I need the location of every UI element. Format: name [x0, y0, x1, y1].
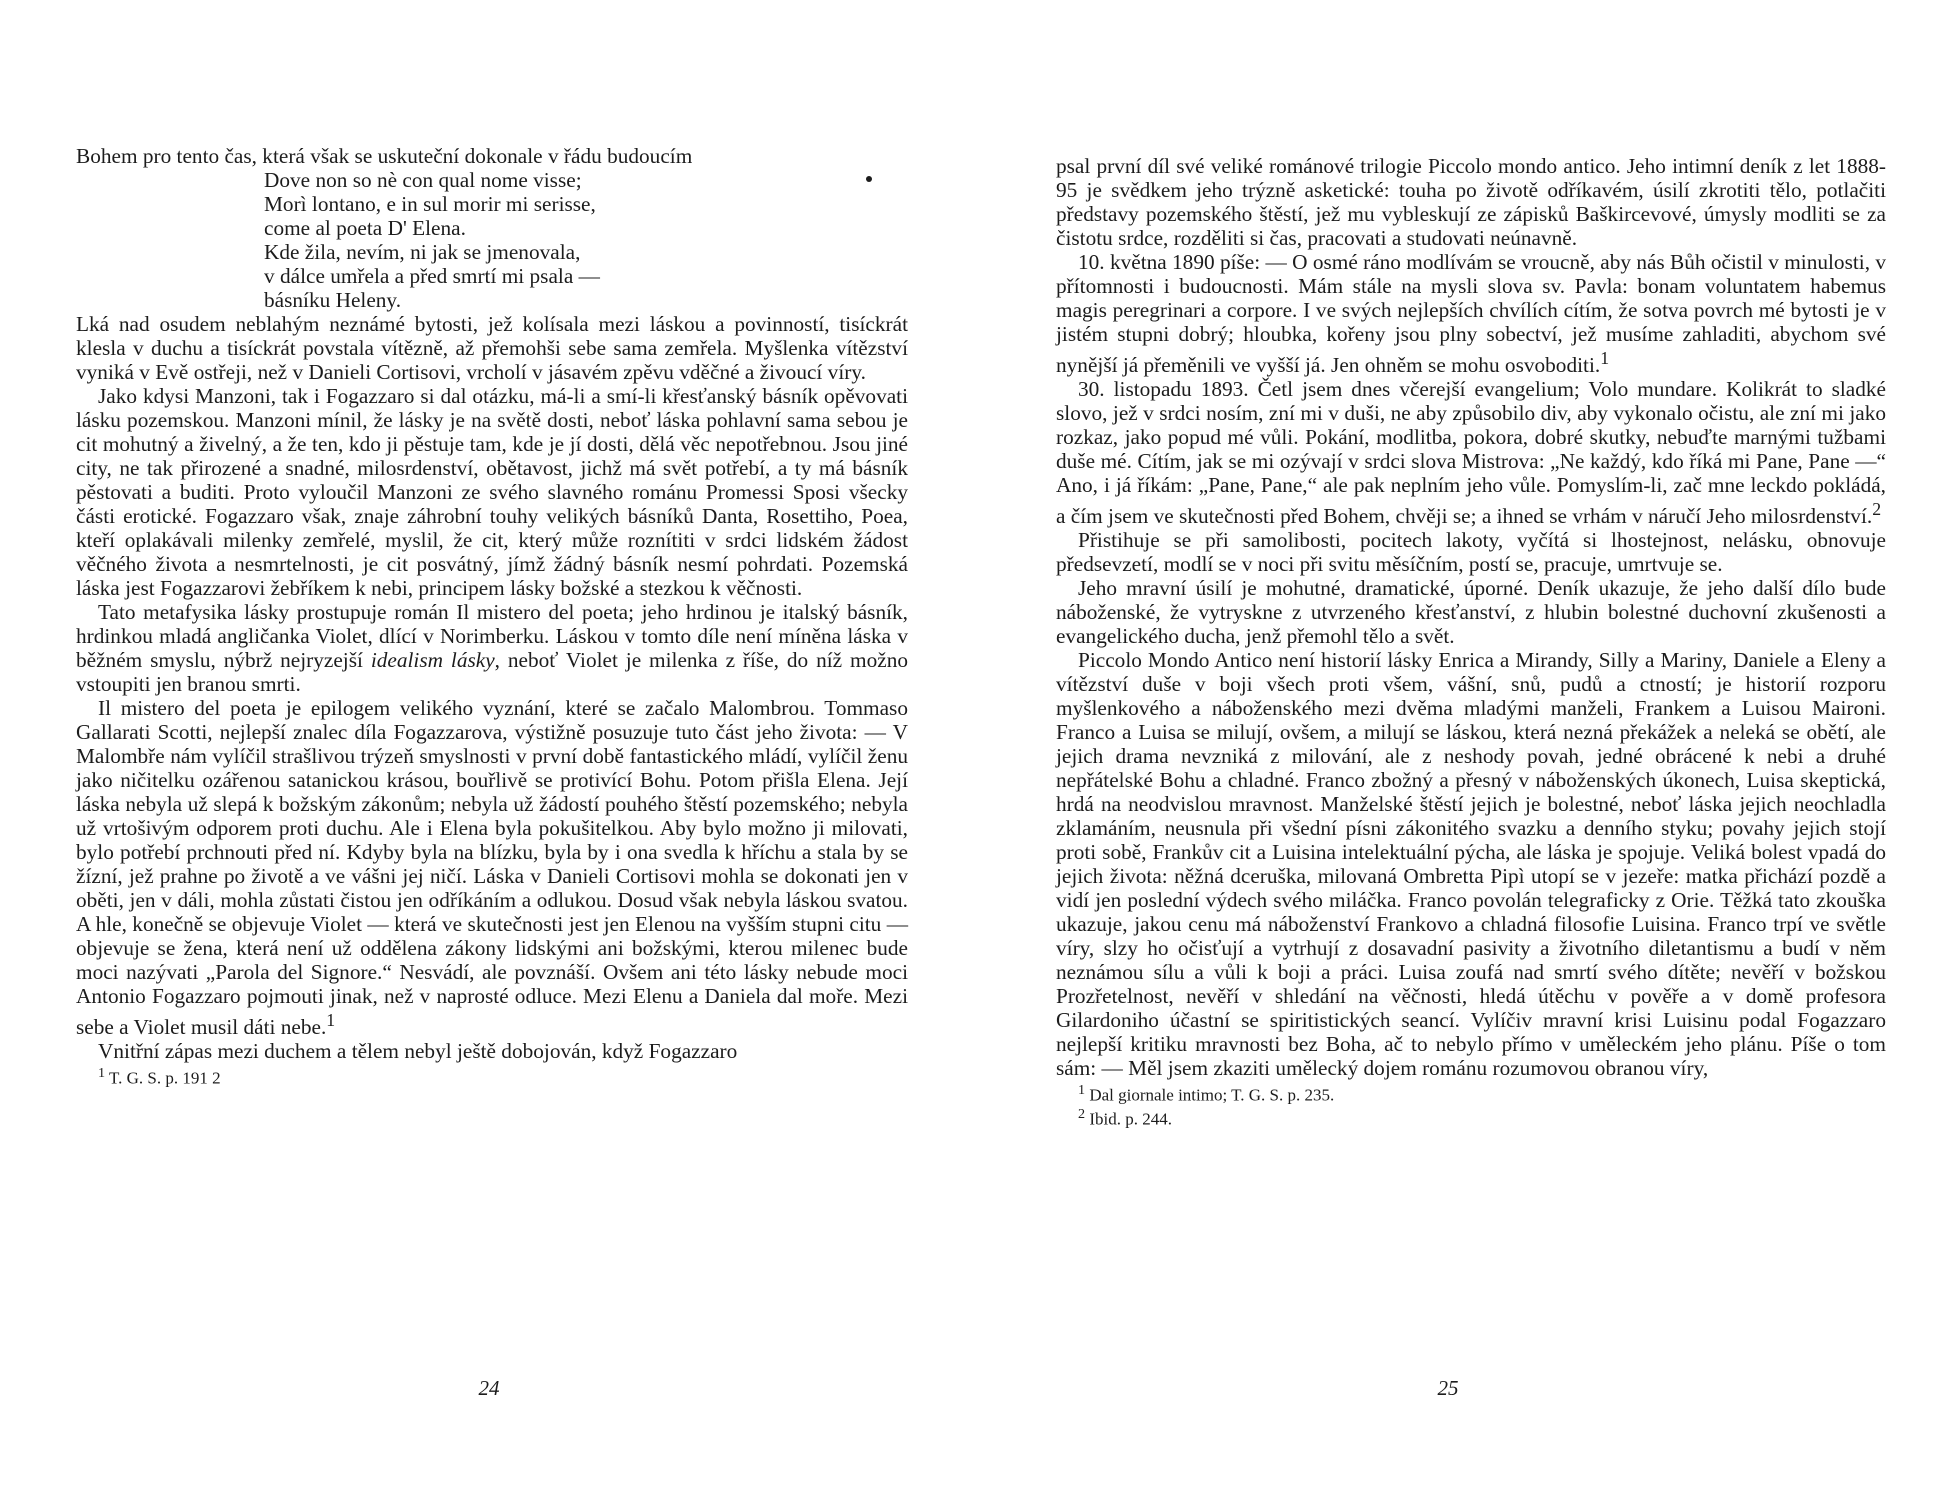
footnote-mark: 1: [1078, 1082, 1086, 1099]
footnote-text: Ibid. p. 244.: [1089, 1109, 1172, 1129]
poem-line: básníku Heleny.: [264, 288, 402, 312]
footnote: [76, 1064, 908, 1088]
poem-line: v dálce umřela a před smrtí mi psala —: [264, 264, 600, 288]
footnote-text: T. G. S. p. 191 2: [109, 1068, 221, 1088]
paragraph: psal první díl své veliké románové trilogie Piccolo mondo antico. Jeho intimní deník z let 1888-95 je svědkem jeho trýzně asketické: touha po životě odříkavém, úsilí zkrotiti tělo, potlačiti představy pozemského štěstí, jež mu vybleskují ze zápisků Baškircevové, úmysly modliti se za čistotu srdce, rozděliti si čas, pracovati a studovati neúnavně.: [1056, 154, 1886, 250]
footnotes: [76, 1064, 908, 1088]
footnote-mark: 1: [98, 1065, 106, 1082]
paragraph: [1056, 250, 1886, 377]
paragraph-text: Tato metafysika lásky prostupuje román Il mistero del poeta; jeho hrdinou je italský básník, hrdinkou mladá angličanka Violet, dlící v Norimberku. Láskou v tomto díle není míněna láska v běžném smyslu, nýbrž nejryzejší: [76, 600, 908, 672]
paragraph: Jeho mravní úsilí je mohutné, dramatické, úporné. Deník ukazuje, že jeho další dílo bude náboženské, že vytryskne z utvrzeného křesťanství, z hlubin bolestné duchovní zkušenosti a evangelického ducha, jenž přemohl tělo a svět.: [1056, 576, 1886, 649]
opening-line: Bohem pro tento čas, která však se uskuteční dokonale v řádu budoucím: [76, 144, 693, 168]
poem-quote: [264, 168, 908, 312]
right-page-text: [1056, 154, 1886, 1129]
paragraph: [1056, 377, 1886, 528]
footnote: [1056, 1081, 1886, 1105]
paragraph-text: 10. května 1890 píše: — O osmé ráno modlívám se vroucně, aby nás Bůh očistil v minulosti, v přítomnosti i budoucnosti. Mám stále na mysli slova sv. Pavla: bonam voluntatem habemus magis peregrinari a corpore. I ve svých nejlepších chvílích cítím, že sotva povrch mé bytosti je v jistém stupni dobrý; hloubka, kořeny jsou plny sobectví, jež musíme zahladiti, abychom své nynější já přeměnili ve vyšší já. Jen ohněm se mohu osvoboditi.: [1056, 250, 1886, 378]
paragraph-text: , neboť Violet je milenka z říše, do níž možno vstoupiti jen branou smrti.: [76, 648, 908, 696]
paragraph: Vnitřní zápas mezi duchem a tělem nebyl ještě dobojován, když Fogazzaro: [98, 1039, 738, 1064]
paragraph: [76, 600, 908, 696]
right-page: [974, 0, 1948, 1500]
poem-line: Dove non so nè con qual nome visse;: [264, 168, 582, 192]
footnote-text: Dal giornale intimo; T. G. S. p. 235.: [1089, 1085, 1335, 1105]
paragraph-text: 30. listopadu 1893. Četl jsem dnes včerejší evangelium; Volo mundare. Kolikrát to sladké slovo, jež v srdci nosím, zní mi v duši, ne aby způsobilo div, aby vykonalo očistu, ale zní mi jako rozkaz, jako popud mé vůli. Pokání, modlitba, pokora, dobré skutky, nebuďte marnými tužbami duše mé. Cítím, jak se mi ozývají v srdci slova Mistrova: „Ne každý, kdo říká mi Pane, Pane —“ Ano, i já říkám: „Pane, Pane,“ ale pak neplním jeho vůle. Pomyslím-li, zač mne leckdo pokládá, a čím jsem ve skutečnosti před Bohem, chvěji se; a ihned se vrhám v náručí Jeho milosrdenství.: [1056, 377, 1886, 529]
footnote-reference: 2: [1872, 499, 1882, 520]
footnote-mark: 2: [1078, 1105, 1086, 1122]
paragraph: Lká nad osudem neblahým neznámé bytosti, jež kolísala mezi láskou a povinností, tisíckrát klesla v duchu a tisíckrát povstala vítězně, až přemohši sebe sama zemřela. Myšlenka vítězství vyniká v Evě ostřeji, než v Danieli Cortisovi, vrcholí v jásavém zpěvu vděčné a živoucí víry.: [76, 312, 908, 384]
paragraph: Piccolo Mondo Antico není historií lásky Enrica a Mirandy, Silly a Mariny, Daniele a Eleny a vítězství duše v boji všech proti všem, vášní, snů, pudů a ctností; je historií rozporu myšlenkového a náboženského mezi dvěma mladými manželi, Frankem a Luisou Maironi. Franco a Luisa se milují, ovšem, a milují se láskou, která nezná překážek a neleká se obětí, ale jejich drama nevzniká z milování, ale z neshody povah, jedné obrácené k nebi a druhé nepřátelské Bohu a chladné. Franco zbožný a přesný v náboženských úkonech, Luisa skeptická, hrdá na neodvislou mravnost. Manželské štěstí jejich je bolestné, neboť láska jejich neochladla zklamáním, neusnula při všední písni zákonitého svazku a denního styku; povahy jejich stojí proti sobě, Frankův cit a Luisina intelektuální pýcha, ale láska je spojuje. Veliká bolest vpadá do jejich života: něžná dceruška, milovaná Ombretta Pipì utopí se v jezeře: matka přichází pozdě a vidí jen poslední výdech svého miláčka. Franco povolán telegraficky z Orie. Těžká tato zkouška ukazuje, jakou cenu má náboženství Frankovo a chladná filosofie Luisina. Franco trpí ve světle víry, slzy ho očisťují a vytrhují z dosavadní pasivity a životního diletantismu a budí v něm neznámou sílu a vůli k boji a práci. Luisa zoufá nad smrtí svého dítěte; nevěří v božskou Prozřetelnost, nevěří v shledání na věčnosti, hledá útěchu v pověře a v domě profesora Gilardoniho účastní se spiritistických seancí. Vylíčiv mravní krisi Luisinu podal Fogazzaro nejlepší kritiku mravnosti bez Boha, ač to nebylo přímo v uměleckém jeho plánu. Píše o tom sám: — Měl jsem zkaziti umělecký dojem románu rozumovou obranou víry,: [1056, 648, 1886, 1081]
left-page-text: [76, 144, 908, 1088]
footnotes: [1056, 1081, 1886, 1128]
poem-line: Kde žila, nevím, ni jak se jmenovala,: [264, 240, 581, 264]
page-number: 24: [478, 1376, 500, 1400]
poem-line: come al poeta D' Elena.: [264, 216, 466, 240]
paragraph: Přistihuje se při samolibosti, pocitech lakoty, vyčítá si lhostejnost, nelásku, obnovuje předsevzetí, modlí se v noci při svitu měsíčním, postí se, pracuje, umrtvuje se.: [1056, 528, 1886, 577]
footnote-reference: 1: [1600, 348, 1610, 368]
footnote-reference: 1: [326, 1010, 336, 1030]
paragraph: [76, 696, 908, 1039]
page-number: 25: [1437, 1376, 1459, 1400]
emphasis: idealism lásky: [370, 648, 495, 672]
poem-line: Morì lontano, e in sul morir mi serisse,: [264, 192, 596, 216]
paragraph-text: Il mistero del poeta je epilogem velikého vyznání, které se začalo Malombrou. Tommaso Gallarati Scotti, nejlepší znalec díla Fogazzarova, výstižně posuzuje tuto část jeho života: — V Malombře nám vylíčil strašlivou trýzeň smyslnosti v první době fantastického mládí, vylíčil ženu jako ničitelku ozářenou satanickou krásou, bouřlivě se protivící Bohu. Potom přišla Elena. Její láska nebyla už slepá k božským zákonům; nebyla už žádostí pouhého štěstí pozemského; nebyla už vrtošivým odporem proti duchu. Ale i Elena byla pokušitelkou. Aby bylo možno ji milovati, bylo potřebí prchnouti před ní. Kdyby byla na blízku, byla by i ona svedla k hříchu a stala by se žízní, jež prahne po životě a ve vášni jej ničí. Láska v Danieli Cortisovi mohla se dokonati jen v oběti, jen v dáli, mohla zůstati čistou jen odříkáním a odlukou. Dosud však nebyla láskou svatou. A hle, konečně se objevuje Violet — která ve skutečnosti jest jen Elenou na vyšším stupni citu — objevuje se žena, která není už oddělena zákony lidskými ani božskými, kterou milenec bude moci nazývati „Parola del Signore.“ Nesvádí, ale povznáší. Ovšem ani této lásky nebude moci Antonio Fogazzaro pojmouti jinak, než v naprosté odluce. Mezi Elenu a Daniela dal moře. Mezi sebe a Violet musil dáti nebe.: [76, 696, 908, 1040]
paragraph: Jako kdysi Manzoni, tak i Fogazzaro si dal otázku, má-li a smí-li křesťanský básník opěvovati lásku pozemskou. Manzoni mínil, že lásky je na světě dosti, neboť láska pohlavní sama sebou je cit mohutný a živelný, a že ten, kdo ji pěstuje tam, kde je jí dosti, dělá věc nepotřebnou. Jsou jiné city, ne tak přirozené a snadné, milosrdenství, obětavost, jichž má svět potřebí, a ty má básník pěstovati a buditi. Proto vyloučil Manzoni ze svého slavného románu Promessi Sposi všecky části erotické. Fogazzaro však, znaje záhrobní touhy velikých básníků Danta, Rosettiho, Poea, kteří oplakávali milenky zemřelé, myslil, že cit, který může roznítiti v srdci lidském žádost věčného života a nesmrtelnosti, je cit posvátný, jímž žádný básník nesmí pohrdati. Pozemská láska jest Fogazzarovi žebříkem k nebi, principem lásky božské a stezkou k věčnosti.: [76, 384, 908, 600]
footnote: [1056, 1105, 1886, 1129]
